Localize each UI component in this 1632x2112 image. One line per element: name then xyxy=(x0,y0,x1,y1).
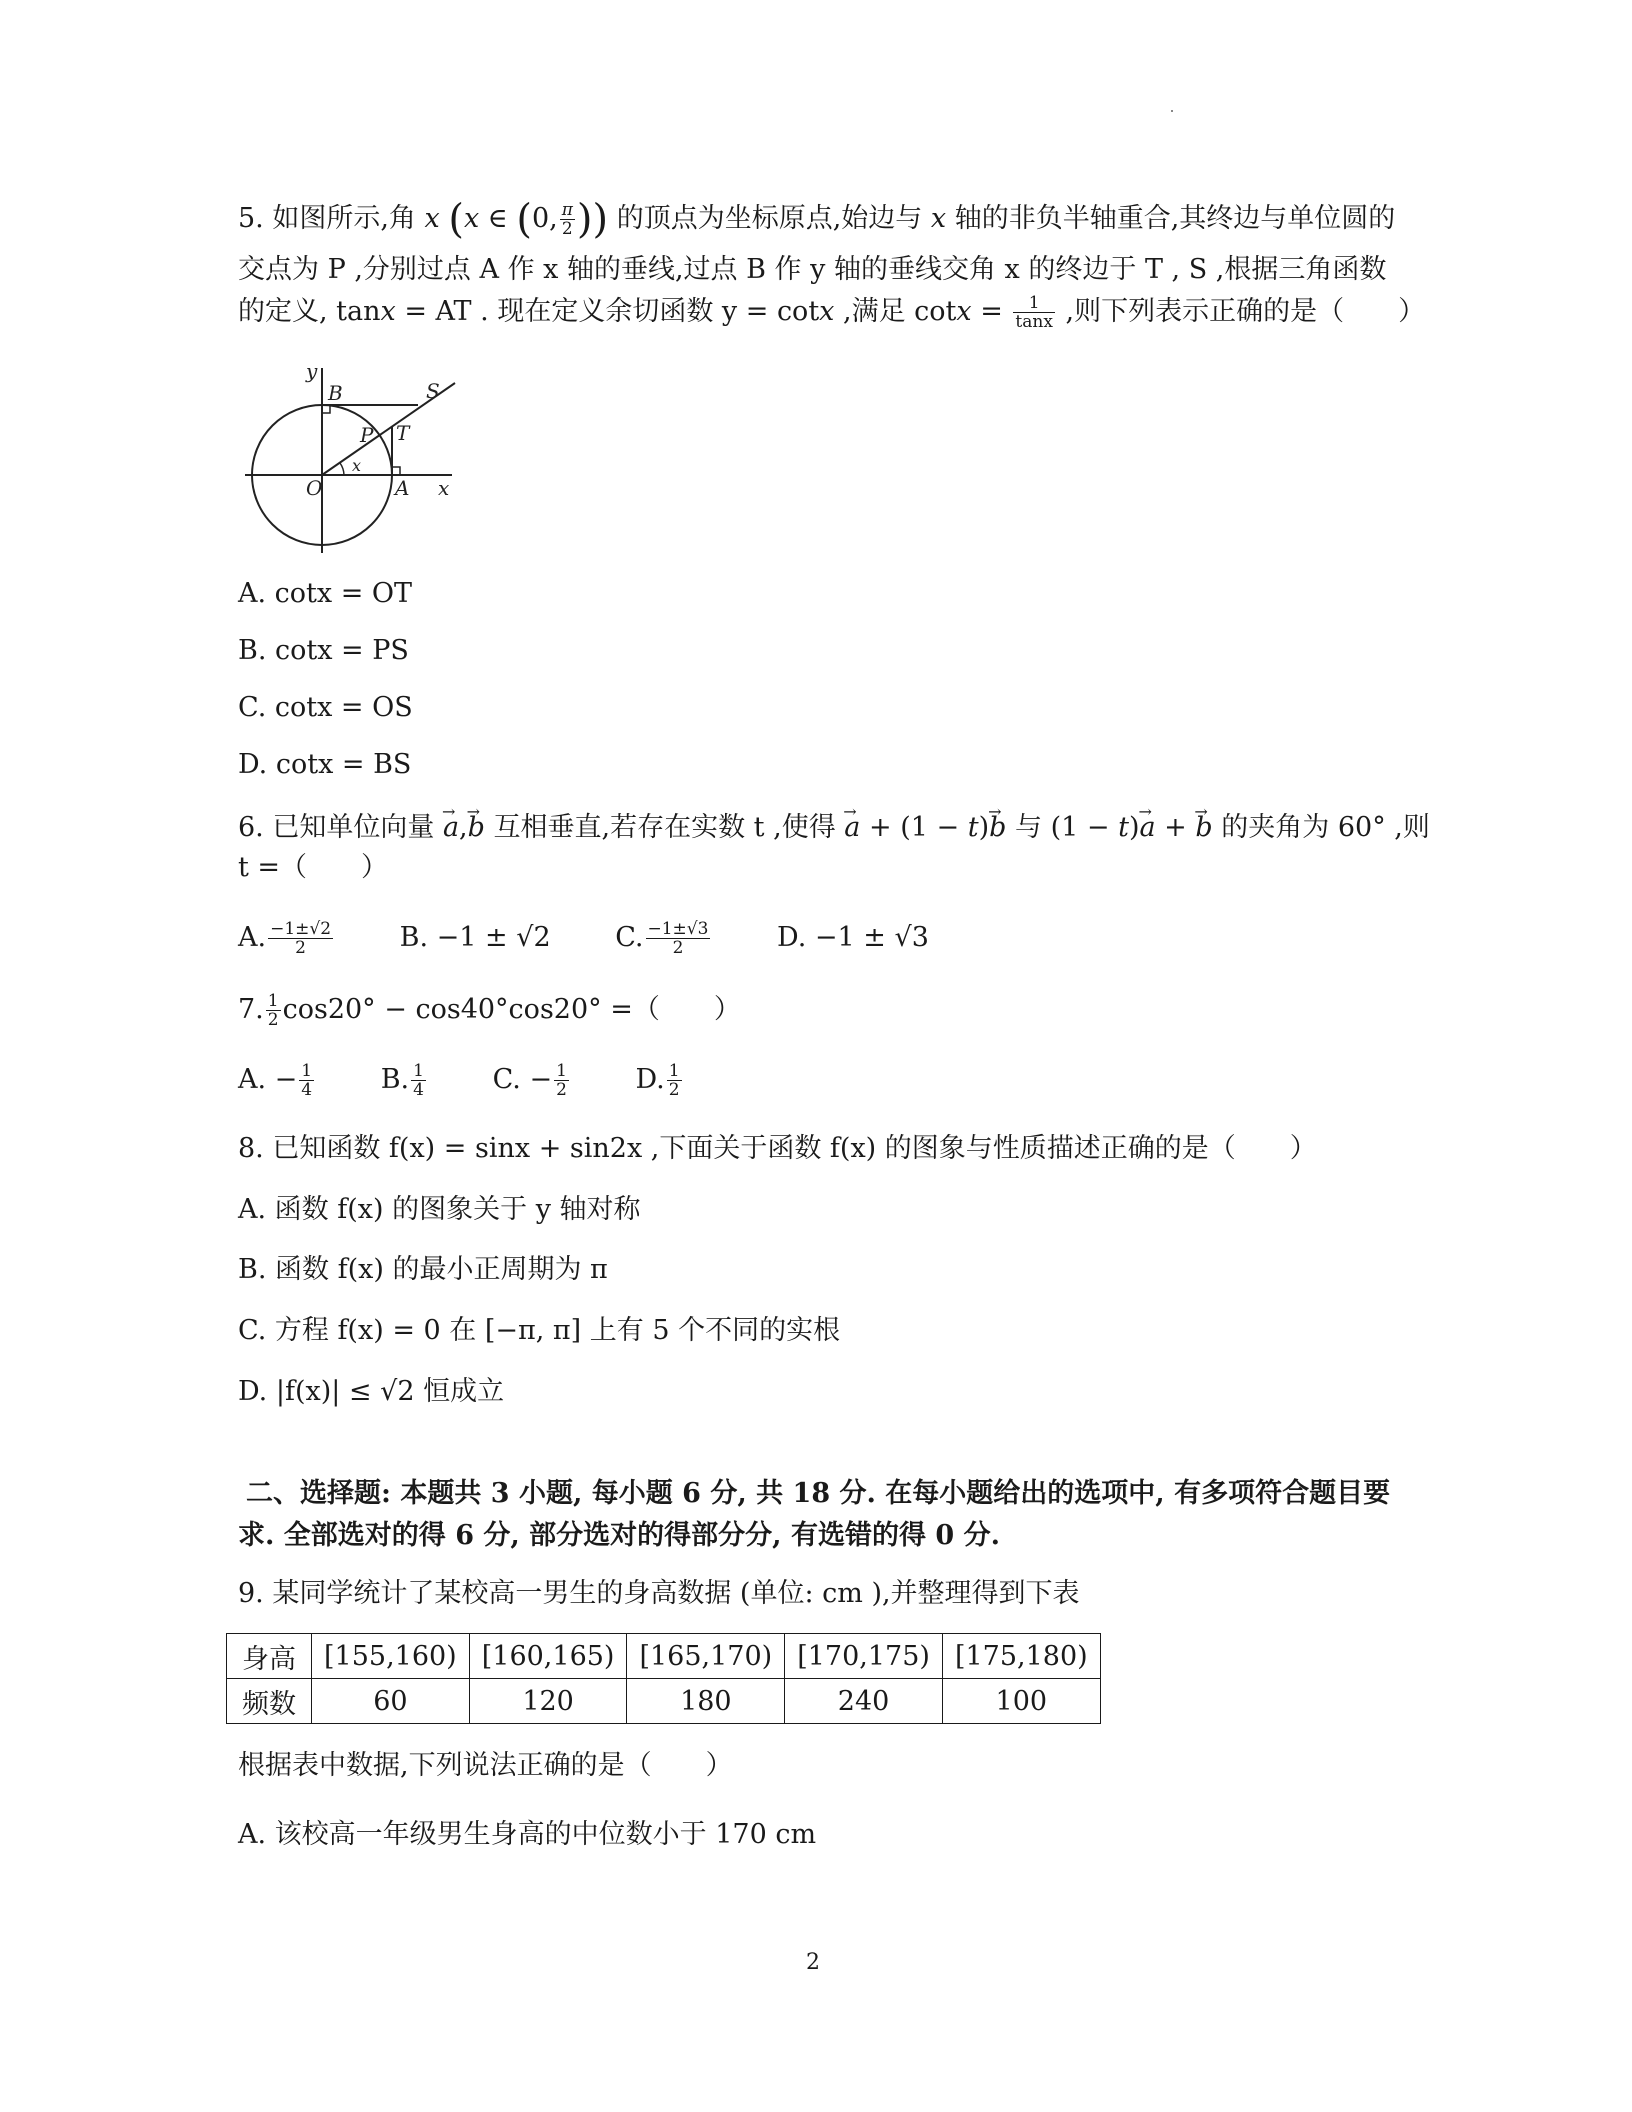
table-cell: 100 xyxy=(942,1679,1100,1724)
q6-text-a: 6. 已知单位向量 xyxy=(238,812,443,843)
q7-frac-den: 2 xyxy=(267,1010,279,1030)
q7-opt-b-label: B. xyxy=(380,1064,410,1095)
q5-line3: 的定义, tanx = AT . 现在定义余切函数 y = cotx ,满足 cotx = $\frac{1}{\tan x}$ ,则下列表示正确的是（ ） xyxy=(238,293,1426,332)
label-b: B xyxy=(328,381,343,405)
table-cell: [155,160) xyxy=(312,1634,470,1679)
q6-options xyxy=(238,918,985,958)
table-row xyxy=(227,1679,1101,1724)
q7-opt-c-den: 2 xyxy=(556,1080,567,1100)
q5-line2: 交点为 P ,分别过点 A 作 x 轴的垂线,过点 B 作 y 轴的垂线交角 x 的终边于 T , S ,根据三角函数 xyxy=(238,254,1387,285)
section2-line2: 求. 全部选对的得 6 分, 部分选对的得部分分, 有选错的得 0 分. xyxy=(238,1520,1000,1551)
table-cell: 240 xyxy=(785,1679,943,1724)
q7-prefix: 7. xyxy=(238,994,264,1025)
q7-option-a xyxy=(238,1060,316,1100)
q6-opt-a-num: −1±√2 xyxy=(270,919,332,939)
q9-stem: 9. 某同学统计了某校高一男生的身高数据 (单位: cm ),并整理得到下表 xyxy=(238,1578,1080,1609)
q7-opt-c-num: 1 xyxy=(556,1061,567,1081)
q8-stem: 8. 已知函数 f(x) = sinx + sin2x ,下面关于函数 f(x) 的图象与性质描述正确的是（ ） xyxy=(238,1133,1317,1164)
q8-option-c: C. 方程 f(x) = 0 在 [−π, π] 上有 5 个不同的实根 xyxy=(238,1315,841,1346)
q5-text-c: 轴的非负半轴重合,其终边与单位圆的 xyxy=(946,203,1396,234)
q6-opt-c-num: −1±√3 xyxy=(647,919,709,939)
q5-text-3c: ,满足 cot xyxy=(834,296,957,327)
height-frequency-table xyxy=(226,1633,1101,1724)
label-y: y xyxy=(306,359,318,383)
q5-text-3e: ,则下列表示正确的是（ ） xyxy=(1056,296,1426,327)
right-angle-a xyxy=(392,467,400,475)
label-t: T xyxy=(396,421,410,445)
q6-opt-c-label: C. xyxy=(615,922,644,953)
label-p: P xyxy=(360,423,374,447)
table-cell: 身高 xyxy=(227,1634,312,1679)
q5-text-3d: = xyxy=(971,296,1012,327)
table-cell: 180 xyxy=(627,1679,785,1724)
q7-option-d xyxy=(635,1060,683,1100)
q9-option-a: A. 该校高一年级男生身高的中位数小于 170 cm xyxy=(238,1819,817,1850)
table-cell: [160,165) xyxy=(469,1634,627,1679)
q8-option-a: A. 函数 f(x) 的图象关于 y 轴对称 xyxy=(238,1194,641,1225)
q6-text-d: 的夹角为 60° ,则 xyxy=(1212,812,1430,843)
q7-options xyxy=(238,1060,740,1100)
label-s: S xyxy=(426,379,440,403)
q7-opt-a-num: 1 xyxy=(301,1061,313,1081)
q7-opt-b-den: 4 xyxy=(413,1080,424,1100)
q5-text-b: 的顶点为坐标原点,始边与 xyxy=(608,203,931,234)
q7-stem xyxy=(238,990,741,1030)
q7-opt-a-den: 4 xyxy=(301,1080,313,1100)
q5-text-a: 5. 如图所示,角 xyxy=(238,203,425,234)
q6-option-b: B. −1 ± √2 xyxy=(399,922,551,953)
q6-line2: t =（ ） xyxy=(238,852,389,883)
label-o: O xyxy=(306,476,323,500)
table-cell: [170,175) xyxy=(785,1634,943,1679)
q6-option-d: D. −1 ± √3 xyxy=(777,922,929,953)
table-cell: 120 xyxy=(469,1679,627,1724)
q6-opt-a-label: A. xyxy=(238,922,267,953)
q7-opt-d-den: 2 xyxy=(668,1080,680,1100)
q5-line1: 5. 如图所示,角 x (x ∈ (0, $\frac{\pi}{2}$ )) 的顶点为坐标原点,始边与 x 轴的非负半轴重合,其终边与单位圆的 xyxy=(238,196,1396,243)
label-a: A xyxy=(395,476,410,500)
q7-opt-d-label: D. xyxy=(635,1064,665,1095)
q7-option-c xyxy=(493,1060,571,1100)
q5-text-3a: 的定义, tan xyxy=(238,296,381,327)
q6-opt-a-den: 2 xyxy=(295,938,306,958)
q6-option-c xyxy=(615,918,712,958)
q7-opt-c-label: C. − xyxy=(492,1064,553,1095)
q6-line1: 6. 已知单位向量 → a,→ b 互相垂直,若存在实数 t ,使得 → a + (1 − t)→ b 与 (1 − t)→ a + → b 的夹角为 60° ,则 xyxy=(238,808,1430,848)
q7-opt-b-num: 1 xyxy=(413,1061,424,1081)
q5-option-c: C. cotx = OS xyxy=(238,692,413,723)
q5-option-d: D. cotx = BS xyxy=(238,749,412,780)
page-number: 2 xyxy=(806,1950,820,1975)
table-cell: [175,180) xyxy=(942,1634,1100,1679)
q5-option-b: B. cotx = PS xyxy=(238,635,409,666)
angle-arc xyxy=(340,463,344,475)
q7-option-b xyxy=(381,1060,428,1100)
table-cell: 60 xyxy=(312,1679,470,1724)
q6-text-c: 与 xyxy=(1006,812,1051,843)
q9-prompt: 根据表中数据,下列说法正确的是（ ） xyxy=(238,1750,733,1781)
q7-frac-num: 1 xyxy=(267,991,279,1011)
q7-rest: cos20° − cos40°cos20° =（ ） xyxy=(282,994,741,1025)
q6-opt-c-den: 2 xyxy=(672,938,684,958)
q5-frac-num: 1 xyxy=(1013,294,1055,313)
q8-option-d: D. |f(x)| ≤ √2 恒成立 xyxy=(238,1376,505,1407)
table-row xyxy=(227,1634,1101,1679)
table-cell: 频数 xyxy=(227,1679,312,1724)
q6-option-a xyxy=(238,918,335,958)
q5-frac-den: tanx xyxy=(1015,312,1053,332)
q8-option-b: B. 函数 f(x) 的最小正周期为 π xyxy=(238,1254,608,1285)
label-x: x xyxy=(438,476,450,500)
q7-opt-a-label: A. − xyxy=(238,1064,298,1095)
q5-option-a: A. cotx = OT xyxy=(238,578,413,609)
unit-circle-figure xyxy=(240,358,470,558)
q5-text-3b: = AT . 现在定义余切函数 y = cot xyxy=(395,296,820,327)
scan-dot xyxy=(1171,110,1173,112)
q7-opt-d-num: 1 xyxy=(668,1061,680,1081)
q6-text-b: 互相垂直,若存在实数 t ,使得 xyxy=(484,812,845,843)
section2-line1: 二、选择题: 本题共 3 小题, 每小题 6 分, 共 18 分. 在每小题给出的选项中, 有多项符合题目要 xyxy=(246,1478,1391,1509)
table-cell: [165,170) xyxy=(627,1634,785,1679)
label-angle: x xyxy=(352,456,362,475)
